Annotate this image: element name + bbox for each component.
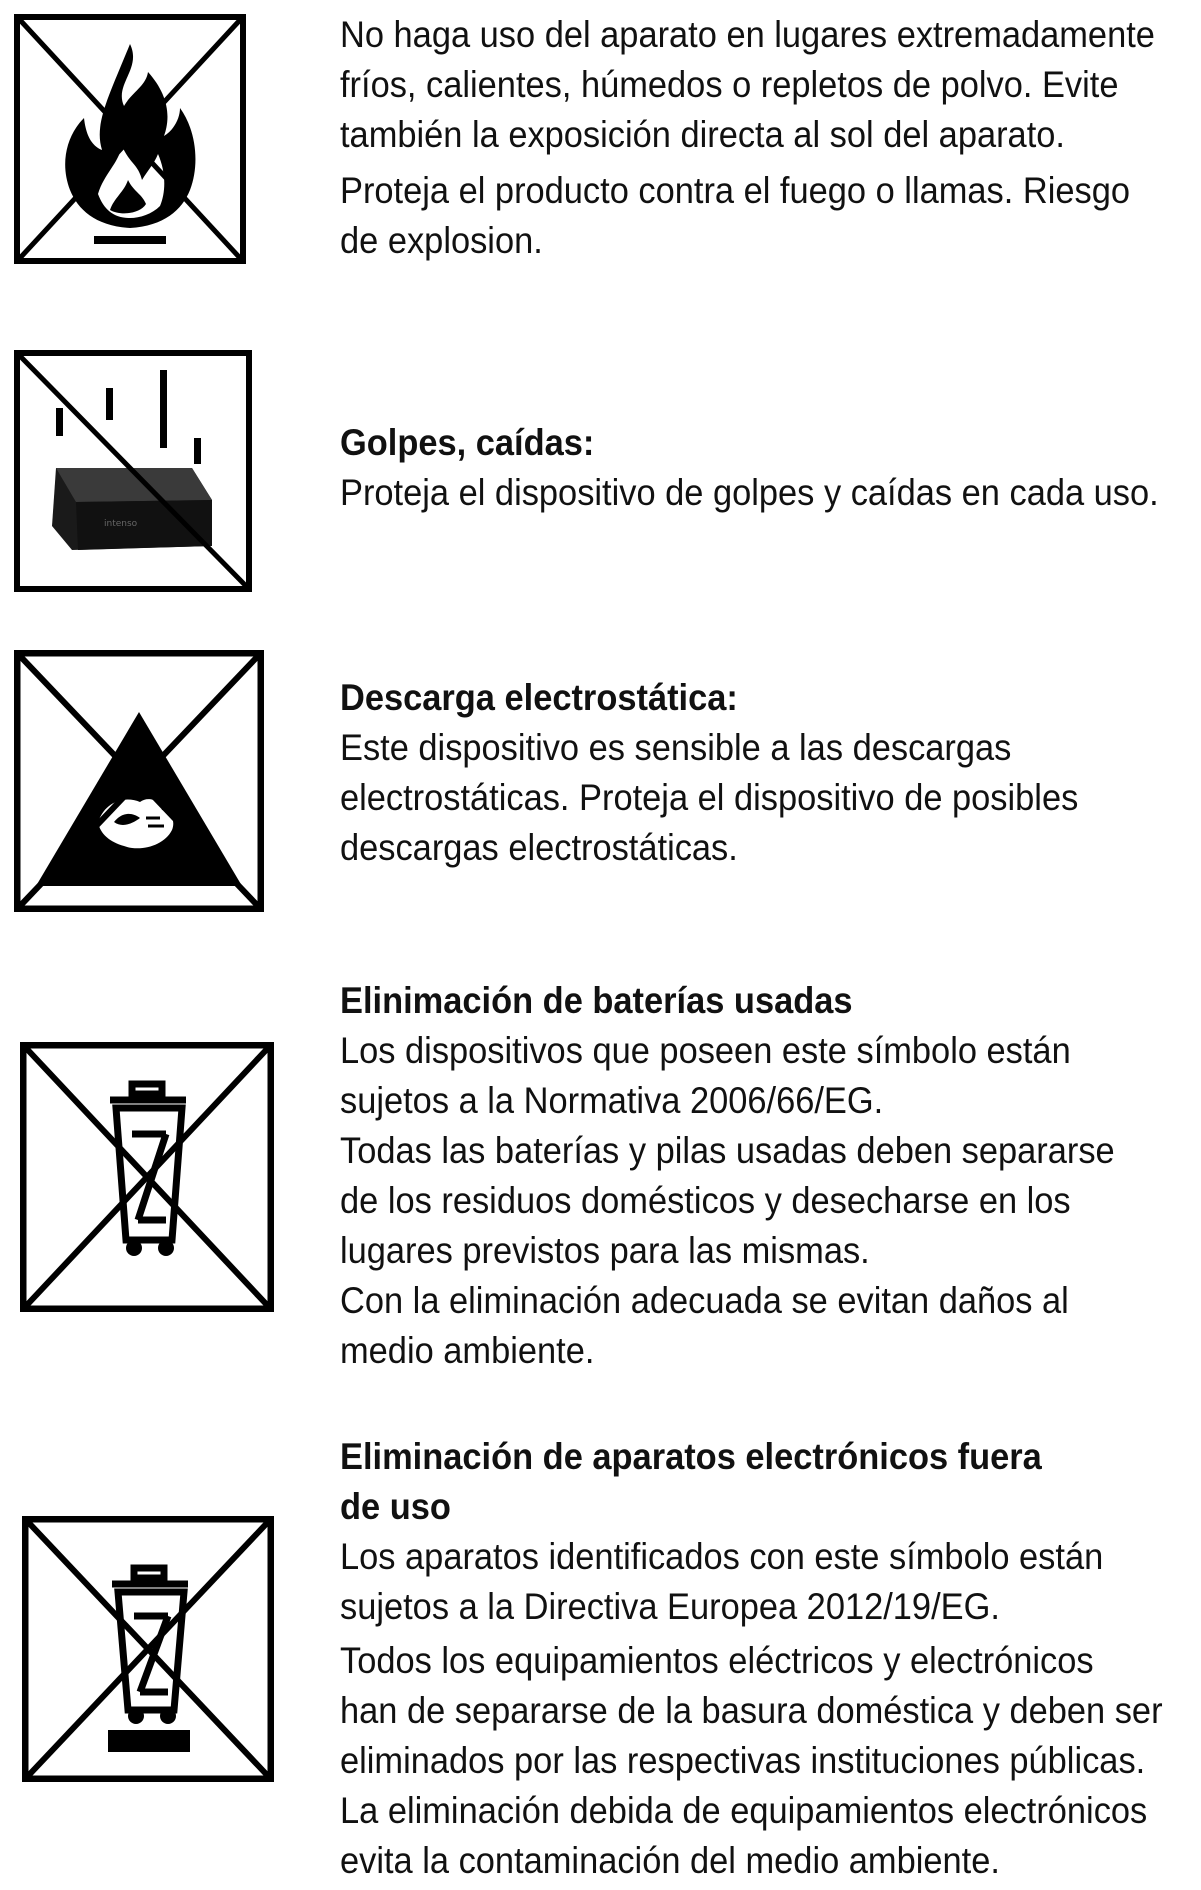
body-line: fríos, calientes, húmedos o repletos de polvo. Evite [340,64,1119,105]
body-line: Los dispositivos que poseen este símbolo están [340,1030,1071,1071]
esd-warning-block [340,673,1200,873]
fire-heat-warning-block [340,10,1200,266]
body-line: Este dispositivo es sensible a las descargas [340,727,1012,768]
body-line: Los aparatos identificados con este símbolo están [340,1536,1104,1577]
esd-warning-icon [14,650,264,912]
no-fire-icon [14,14,246,264]
no-drop-device-icon [14,350,252,592]
impact-warning-block [340,418,1200,518]
body-line: han de separarse de la basura doméstica y deben ser [340,1690,1163,1731]
body-line: de explosion. [340,220,543,261]
body-line: Todos los equipamientos eléctricos y electrónicos [340,1640,1094,1681]
body-line: electrostáticas. Proteja el dispositivo de posibles [340,777,1079,818]
body-line: Todas las baterías y pilas usadas deben separarse [340,1130,1115,1171]
body-line: No haga uso del aparato en lugares extremadamente [340,14,1155,55]
body-line: Con la eliminación adecuada se evitan daños al [340,1280,1069,1321]
section-heading: de uso [340,1486,451,1527]
body-line: evita la contaminación del medio ambiente. [340,1840,1000,1881]
section-heading: Eliminación de aparatos electrónicos fuera [340,1436,1042,1477]
crossed-bin-battery-icon [20,1042,274,1312]
body-line: eliminados por las respectivas instituciones públicas. [340,1740,1146,1781]
body-line: La eliminación debida de equipamientos electrónicos [340,1790,1148,1831]
body-line: descargas electrostáticas. [340,827,738,868]
weee-disposal-block [340,1432,1200,1886]
section-heading: Golpes, caídas: [340,422,595,463]
battery-disposal-block [340,976,1200,1376]
crossed-bin-weee-icon [22,1516,274,1782]
body-line: Proteja el dispositivo de golpes y caídas en cada uso. [340,472,1159,513]
section-heading: Elinimación de baterías usadas [340,980,853,1021]
section-heading: Descarga electrostática: [340,677,738,718]
svg-text:intenso: intenso [104,519,138,529]
body-line: sujetos a la Normativa 2006/66/EG. [340,1080,884,1121]
body-line: Proteja el producto contra el fuego o llamas. Riesgo [340,170,1130,211]
body-line: medio ambiente. [340,1330,595,1371]
body-line: también la exposición directa al sol del aparato. [340,114,1065,155]
body-line: de los residuos domésticos y desecharse en los [340,1180,1071,1221]
body-line: sujetos a la Directiva Europea 2012/19/EG. [340,1586,1000,1627]
body-line: lugares previstos para las mismas. [340,1230,870,1271]
